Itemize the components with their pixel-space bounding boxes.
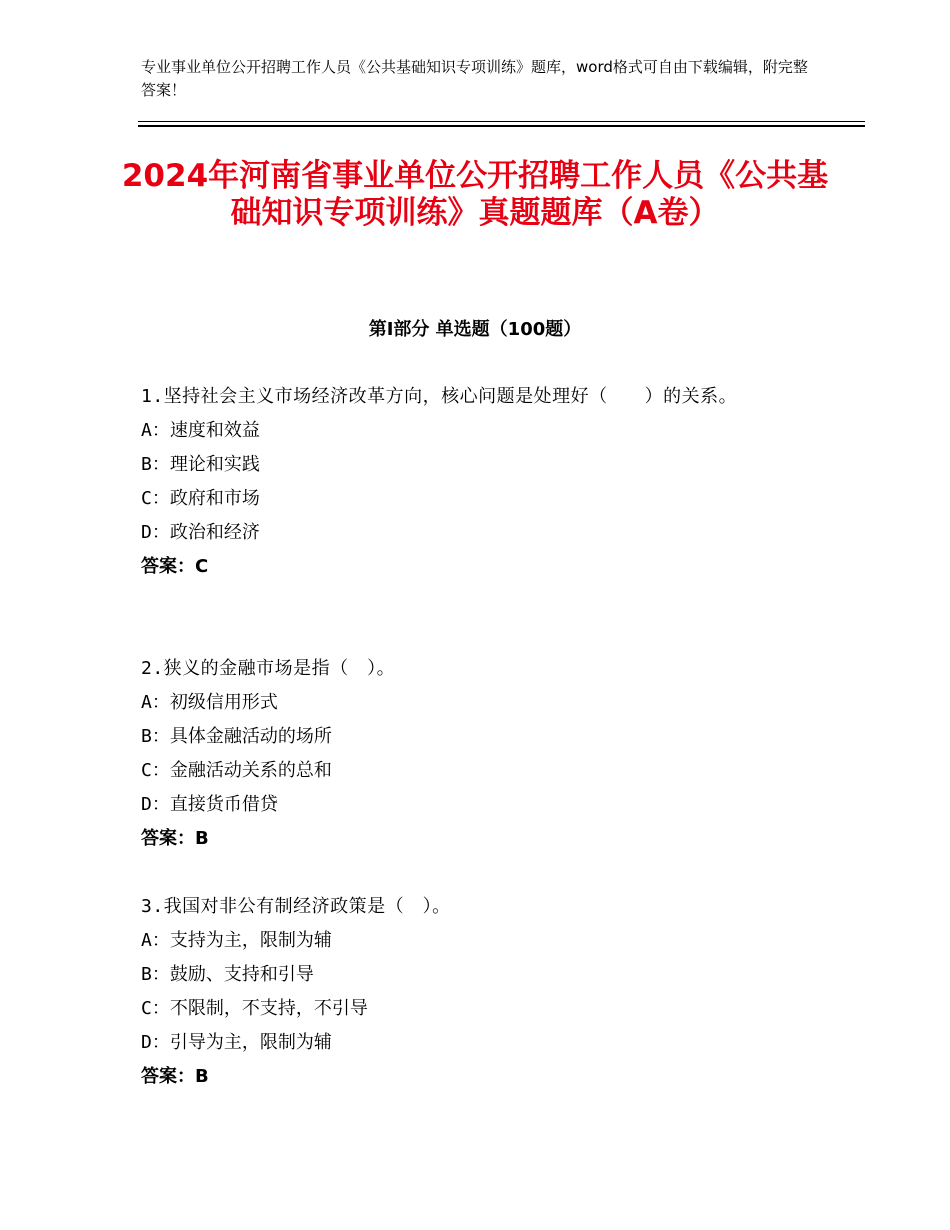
question-1 xyxy=(141,380,801,584)
question-stem: 2.狭义的金融市场是指（ ）。 xyxy=(141,658,396,679)
question-3 xyxy=(141,890,801,1094)
question-stem: 3.我国对非公有制经济政策是（ ）。 xyxy=(141,896,451,917)
document-title: 2024年河南省事业单位公开招聘工作人员《公共基础知识专项训练》真题题库（A卷） xyxy=(121,158,829,231)
section-heading: 第Ⅰ部分 单选题（100题） xyxy=(368,319,582,340)
option-c: C：不限制，不支持，不引导 xyxy=(141,998,368,1019)
option-a: A：支持为主，限制为辅 xyxy=(141,930,332,951)
answer: 答案：C xyxy=(141,556,209,577)
answer: 答案：B xyxy=(141,828,209,849)
answer: 答案：B xyxy=(141,1066,209,1087)
option-c: C：金融活动关系的总和 xyxy=(141,760,332,781)
option-d: D：引导为主，限制为辅 xyxy=(141,1032,332,1053)
option-a: A：速度和效益 xyxy=(141,420,260,441)
option-b: B：具体金融活动的场所 xyxy=(141,726,332,747)
option-d: D：直接货币借贷 xyxy=(141,794,278,815)
option-a: A：初级信用形式 xyxy=(141,692,278,713)
option-c: C：政府和市场 xyxy=(141,488,260,509)
option-d: D：政治和经济 xyxy=(141,522,260,543)
option-b: B：鼓励、支持和引导 xyxy=(141,964,314,985)
option-b: B：理论和实践 xyxy=(141,454,260,475)
header-note: 专业事业单位公开招聘工作人员《公共基础知识专项训练》题库，word格式可自由下载编辑，附完整答案！ xyxy=(141,58,808,99)
header-divider-thin xyxy=(138,121,865,122)
question-stem: 1.坚持社会主义市场经济改革方向，核心问题是处理好（ ）的关系。 xyxy=(141,386,738,407)
header-divider-thick xyxy=(138,125,865,127)
question-2 xyxy=(141,652,801,856)
